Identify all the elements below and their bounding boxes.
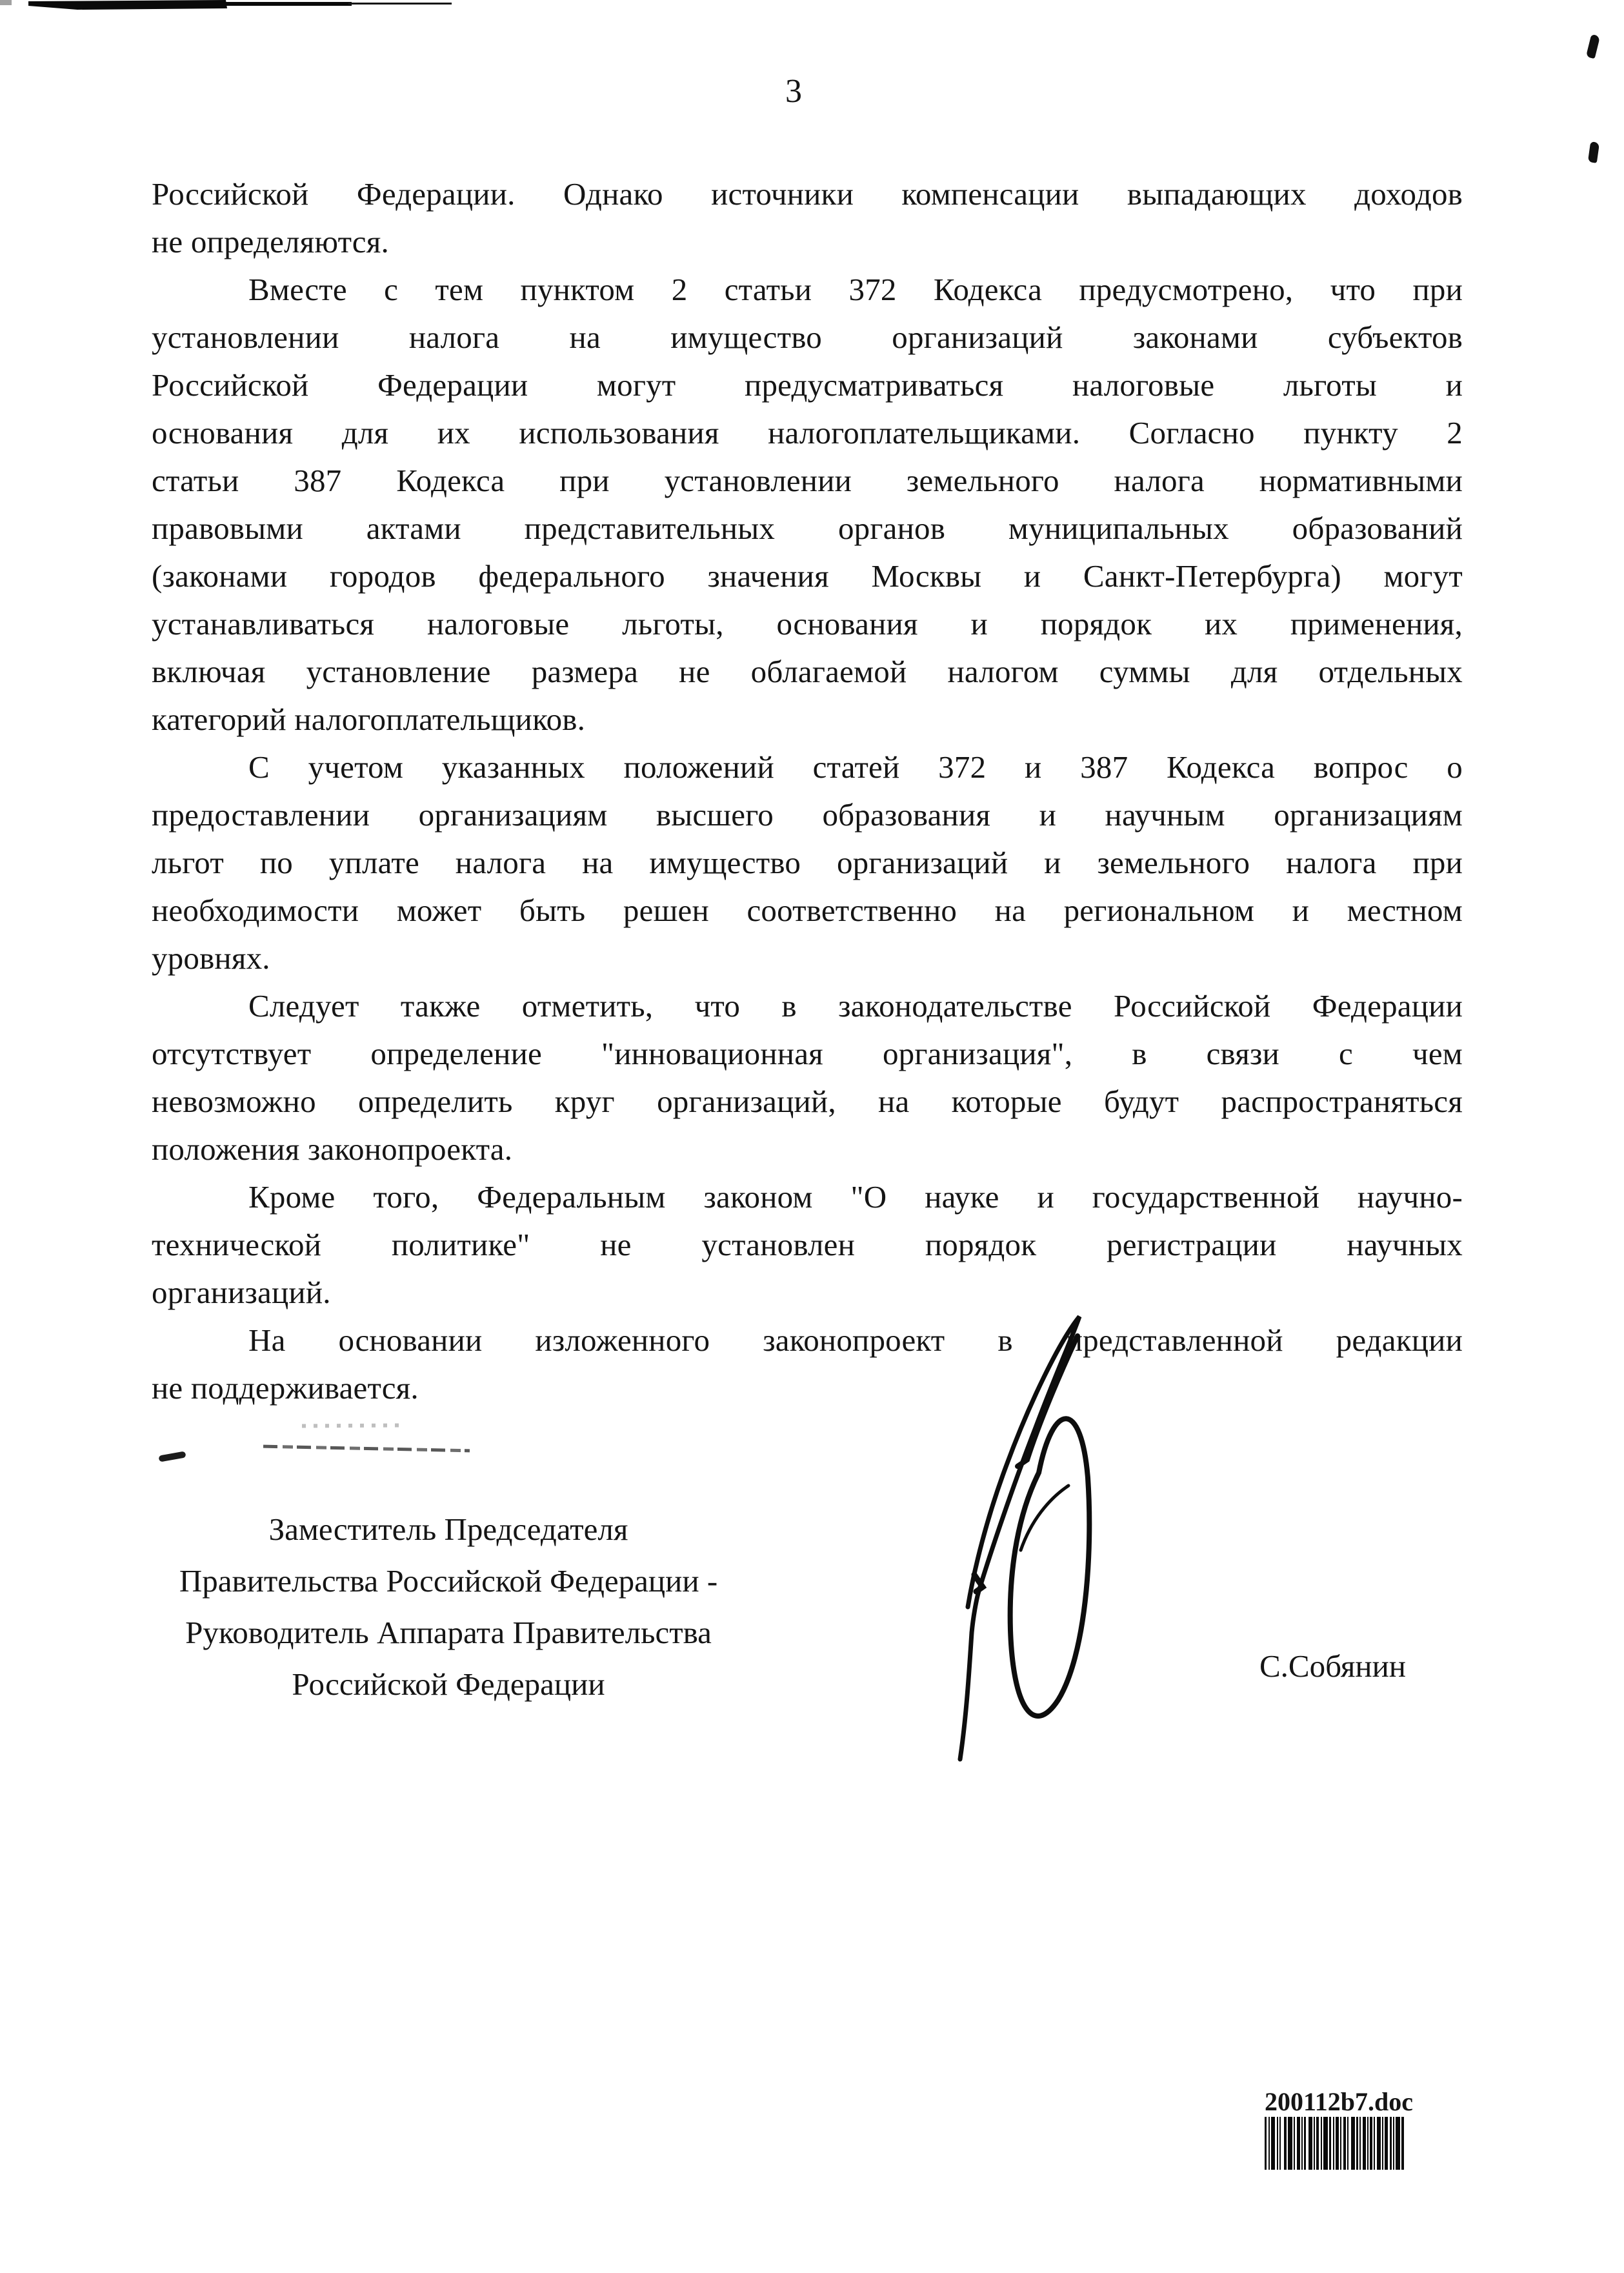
text-line: организаций. xyxy=(152,1275,331,1310)
signer-title-line: Правительства Российской Федерации - xyxy=(179,1563,718,1599)
text-line: технической политике" не установлен порядок регистрации научных xyxy=(152,1227,1463,1262)
text-line: На основании изложенного законопроект в представленной редакции xyxy=(248,1322,1463,1358)
text-line: предоставлении организациям высшего образования и научным организациям xyxy=(152,797,1463,833)
text-line: основания для их использования налогоплательщиками. Согласно пункту 2 xyxy=(152,415,1463,450)
text-line: устанавливаться налоговые льготы, основания и порядок их применения, xyxy=(152,606,1463,641)
text-line: не определяются. xyxy=(152,224,389,259)
text-line: статьи 387 Кодекса при установлении земельного налога нормативными xyxy=(152,463,1463,498)
smudge-dot-artifact xyxy=(158,1451,186,1462)
text-line: (законами городов федерального значения Москвы и Санкт-Петербурга) могут xyxy=(152,558,1463,594)
signer-title-line: Заместитель Председателя xyxy=(268,1511,628,1547)
signer-title-line: Российской Федерации xyxy=(292,1666,605,1702)
ink-speck-artifact xyxy=(1586,34,1600,59)
text-line: правовыми актами представительных органов муниципальных образований xyxy=(152,510,1463,546)
text-line: невозможно определить круг организаций, на которые будут распространяться xyxy=(152,1084,1463,1119)
text-line: уровнях. xyxy=(152,940,270,976)
smudge-artifact xyxy=(302,1423,399,1428)
text-line: положения законопроекта. xyxy=(152,1131,513,1167)
barcode-bar xyxy=(1396,2117,1400,2170)
text-line: Следует также отметить, что в законодательстве Российской Федерации xyxy=(248,988,1463,1024)
letter-body-text xyxy=(152,170,1463,1412)
text-line: включая установление размера не облагаемой налогом суммы для отдельных xyxy=(152,654,1463,689)
ink-speck-artifact xyxy=(1588,141,1599,163)
signer-name: С.Собянин xyxy=(1259,1648,1407,1684)
text-line: установлении налога на имущество организаций законами субъектов xyxy=(152,319,1463,355)
text-line: категорий налогоплательщиков. xyxy=(152,702,586,737)
signer-title-line: Руководитель Аппарата Правительства xyxy=(185,1615,712,1650)
text-line: льгот по уплате налога на имущество организаций и земельного налога при xyxy=(152,845,1463,880)
signer-title-block xyxy=(155,1504,742,1710)
text-line: Вместе с тем пунктом 2 статьи 372 Кодекса предусмотрено, что при xyxy=(248,272,1463,307)
text-line: Кроме того, Федеральным законом "О науке и государственной научно- xyxy=(248,1179,1463,1215)
text-line: Российской Федерации могут предусматриваться налоговые льготы и xyxy=(152,367,1463,403)
handwritten-signature xyxy=(923,1297,1116,1775)
barcode-gap xyxy=(1404,2117,1406,2170)
barcode xyxy=(1265,2117,1410,2170)
text-line: Российской Федерации. Однако источники компенсации выпадающих доходов xyxy=(152,176,1463,212)
barcode-filename-label: 200112b7.doc xyxy=(1265,2087,1414,2116)
page-number: 3 xyxy=(785,73,802,110)
barcode-bar xyxy=(1323,2117,1328,2170)
scan-streak-artifact xyxy=(0,0,490,15)
text-line: не поддерживается. xyxy=(152,1370,419,1406)
barcode-bar xyxy=(1288,2117,1292,2170)
text-line: отсутствует определение "инновационная организация", в связи с чем xyxy=(152,1036,1463,1071)
text-line: необходимости может быть решен соответственно на региональном и местном xyxy=(152,893,1463,928)
document-barcode-block xyxy=(1265,2087,1414,2170)
text-line: С учетом указанных положений статей 372 и 387 Кодекса вопрос о xyxy=(248,749,1463,785)
smudge-line-artifact xyxy=(263,1445,470,1453)
